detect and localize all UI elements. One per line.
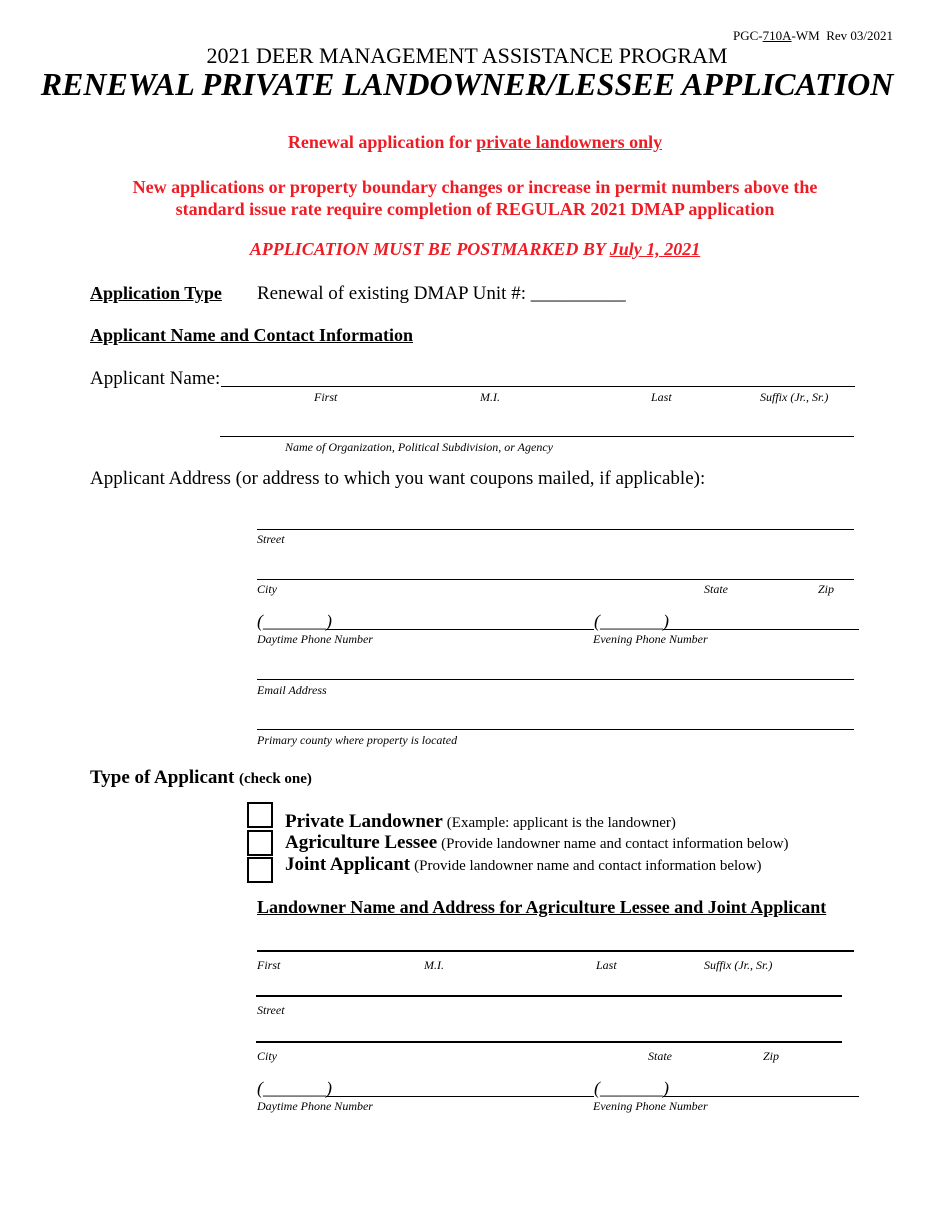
caption-last: Last xyxy=(651,390,672,404)
form-code: PGC-710A-WM Rev 03/2021 xyxy=(733,28,893,43)
landowner-evening-area-code[interactable]: (_______) xyxy=(594,1078,669,1098)
landowner-caption-state: State xyxy=(648,1049,672,1063)
page-title: RENEWAL PRIVATE LANDOWNER/LESSEE APPLICATION xyxy=(40,66,894,102)
caption-daytime-phone: Daytime Phone Number xyxy=(257,632,373,646)
option-private-landowner: Private Landowner (Example: applicant is the landowner) xyxy=(285,811,676,832)
landowner-daytime-area-code[interactable]: (_______) xyxy=(257,1078,332,1098)
street-line[interactable] xyxy=(257,529,854,530)
landowner-daytime-phone-line[interactable] xyxy=(326,1096,594,1097)
organization-line[interactable] xyxy=(220,436,854,437)
private-landowner-checkbox[interactable] xyxy=(247,802,273,828)
landowner-caption-mi: M.I. xyxy=(424,958,444,972)
landowner-caption-first: First xyxy=(257,958,281,972)
evening-area-code[interactable]: (_______) xyxy=(594,611,669,631)
applicant-address-label: Applicant Address (or address to which you want coupons mailed, if applicable): xyxy=(90,468,706,489)
application-type-label: Application Type xyxy=(90,283,222,303)
applicant-name-line[interactable] xyxy=(221,386,855,387)
caption-zip: Zip xyxy=(818,582,835,596)
landowner-caption-zip: Zip xyxy=(763,1049,780,1063)
landowner-caption-city: City xyxy=(257,1049,277,1063)
daytime-area-code[interactable]: (_______) xyxy=(257,611,332,631)
landowner-section-heading: Landowner Name and Address for Agriculture Lessee and Joint Applicant xyxy=(257,897,827,917)
caption-organization: Name of Organization, Political Subdivision, or Agency xyxy=(285,440,553,454)
postmark-notice: APPLICATION MUST BE POSTMARKED BY July 1, 2021 xyxy=(249,239,701,259)
caption-county: Primary county where property is located xyxy=(257,733,458,747)
landowner-name-line[interactable] xyxy=(257,950,854,952)
email-line[interactable] xyxy=(257,679,854,680)
landowner-city-line[interactable] xyxy=(256,1041,842,1043)
caption-city: City xyxy=(257,582,277,596)
caption-email: Email Address xyxy=(257,683,327,697)
applicant-name-label: Applicant Name: xyxy=(90,368,221,389)
landowner-caption-suffix: Suffix (Jr., Sr.) xyxy=(704,958,773,972)
type-of-applicant-heading: Type of Applicant (check one) xyxy=(90,767,312,788)
landowner-caption-last: Last xyxy=(596,958,617,972)
program-title: 2021 DEER MANAGEMENT ASSISTANCE PROGRAM xyxy=(206,43,728,68)
daytime-phone-line[interactable] xyxy=(326,629,594,630)
county-line[interactable] xyxy=(257,729,854,730)
option-agriculture-lessee: Agriculture Lessee (Provide landowner name and contact information below) xyxy=(285,832,789,853)
evening-phone-line[interactable] xyxy=(663,629,859,630)
agriculture-lessee-checkbox[interactable] xyxy=(247,830,273,856)
landowner-caption-evening-phone: Evening Phone Number xyxy=(593,1099,708,1113)
landowner-evening-phone-line[interactable] xyxy=(663,1096,859,1097)
applicant-section-heading: Applicant Name and Contact Information xyxy=(90,325,414,345)
caption-evening-phone: Evening Phone Number xyxy=(593,632,708,646)
caption-state: State xyxy=(704,582,728,596)
landowner-caption-street: Street xyxy=(257,1003,285,1017)
caption-first: First xyxy=(314,390,338,404)
landowner-street-line[interactable] xyxy=(256,995,842,997)
landowner-caption-daytime-phone: Daytime Phone Number xyxy=(257,1099,373,1113)
joint-applicant-checkbox[interactable] xyxy=(247,857,273,883)
city-state-zip-line[interactable] xyxy=(257,579,854,580)
option-joint-applicant: Joint Applicant (Provide landowner name and contact information below) xyxy=(285,854,762,875)
renewal-notice: Renewal application for private landowners only xyxy=(287,132,663,152)
caption-suffix: Suffix (Jr., Sr.) xyxy=(760,390,829,404)
caption-mi: M.I. xyxy=(480,390,500,404)
dmap-unit-field[interactable]: Renewal of existing DMAP Unit #: __________ xyxy=(257,283,626,304)
caption-street: Street xyxy=(257,532,285,546)
new-applications-notice: New applications or property boundary changes or increase in permit numbers above the standard issue rate require completion of REGULAR 2021 DMAP application xyxy=(132,177,818,219)
